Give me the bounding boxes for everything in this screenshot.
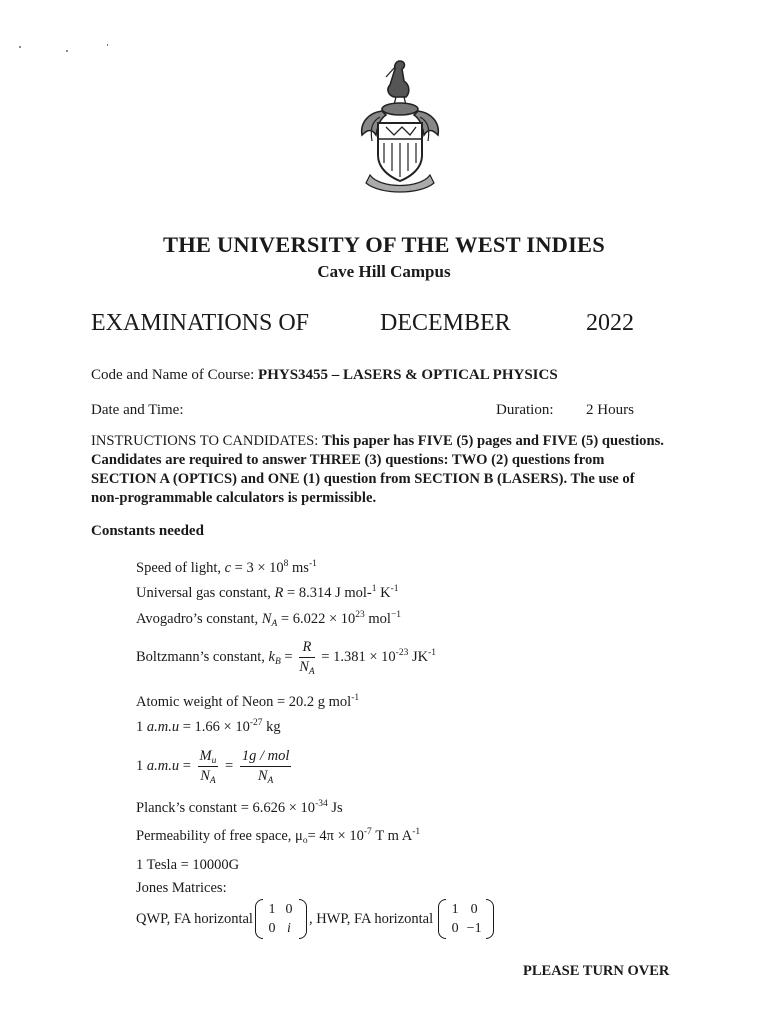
- const-unit: Js: [327, 800, 343, 816]
- matrix-cell: 0: [470, 902, 478, 917]
- const-equals: =: [280, 648, 297, 665]
- matrix-cell: 1: [451, 902, 459, 917]
- qwp-matrix: [255, 899, 307, 939]
- university-crest-logo: [350, 55, 450, 195]
- const-exponent: -1: [351, 693, 360, 703]
- const-unit-exponent: −1: [390, 610, 402, 620]
- matrix-cell: 1: [268, 902, 276, 917]
- hwp-label: HWP, FA horizontal: [316, 910, 434, 927]
- const-symbol: a.m.u: [146, 757, 180, 774]
- const-unit-exponent: -1: [308, 559, 317, 569]
- constant-planck: [136, 800, 343, 817]
- const-exponent: -27: [249, 718, 263, 728]
- const-equals: =: [179, 757, 195, 774]
- matrix-cell: 0: [285, 902, 293, 917]
- scan-speck: [66, 50, 68, 52]
- const-exponent: -34: [315, 799, 328, 809]
- duration-value: 2 Hours: [586, 402, 634, 418]
- fraction-g-per-mol-over-na: [240, 748, 292, 785]
- const-value: = 6.022 × 10: [277, 611, 356, 627]
- scan-speck: [107, 44, 108, 46]
- matrix-cell: i: [286, 921, 291, 936]
- scan-speck: [19, 46, 21, 48]
- const-symbol: k: [268, 648, 275, 665]
- exam-year: 2022: [586, 310, 634, 336]
- instructions-text: This paper has FIVE (5) pages and FIVE (5) questions. Candidates are required to answer THREE (3) questions: TWO (2) questions from SECTION A (OPTICS) and ONE (1) question from SECTION B (LASERS). The use of non-programmable calculators is permissible.: [91, 433, 664, 506]
- const-value: = 3 × 10: [231, 560, 284, 576]
- hwp-matrix: [438, 899, 494, 939]
- jones-matrices-heading: Jones Matrices:: [136, 880, 227, 896]
- fraction-denominator: N: [257, 768, 268, 784]
- const-exponent: 23: [355, 610, 365, 620]
- const-unit: kg: [262, 719, 281, 735]
- matrix-bracket-left: [255, 899, 263, 939]
- const-unit-exponent: -1: [428, 647, 436, 658]
- qwp-label: QWP, FA horizontal: [136, 910, 253, 927]
- course-value: PHYS3455 – LASERS & OPTICAL PHYSICS: [258, 367, 558, 383]
- const-exponent: 1: [371, 584, 377, 594]
- duration-label: Duration:: [496, 402, 554, 418]
- const-label: Boltzmann’s constant,: [136, 648, 269, 665]
- instructions-label: INSTRUCTIONS TO CANDIDATES:: [91, 433, 319, 449]
- matrix-cell: 0: [451, 921, 459, 936]
- university-name: THE UNIVERSITY OF THE WEST INDIES: [163, 232, 605, 257]
- constant-gas: [136, 585, 399, 602]
- const-unit-exponent: -1: [412, 827, 421, 837]
- exam-month: DECEMBER: [380, 310, 511, 336]
- const-unit: K: [376, 585, 391, 601]
- const-label: Speed of light,: [136, 560, 225, 576]
- jones-matrices-row: [136, 899, 496, 939]
- exam-label: EXAMINATIONS OF: [91, 310, 310, 336]
- fraction-denominator-subscript: A: [267, 776, 274, 786]
- const-text: Atomic weight of Neon = 20.2 g mol: [136, 694, 352, 710]
- constant-tesla: 1 Tesla = 10000G: [136, 857, 240, 873]
- fraction-denominator-subscript: A: [308, 667, 315, 677]
- constant-speed-of-light: [136, 560, 317, 577]
- fraction-numerator: R: [299, 639, 314, 658]
- const-unit: mol: [364, 611, 391, 627]
- const-lead: 1: [136, 719, 147, 735]
- const-unit-exponent: -1: [390, 584, 399, 594]
- fraction-numerator: 1g / mol: [240, 748, 292, 767]
- const-label: Universal gas constant,: [136, 585, 275, 601]
- const-value: = 8.314 J mol-: [283, 585, 372, 601]
- fraction-numerator-subscript: u: [211, 756, 217, 766]
- const-subscript: B: [274, 656, 281, 667]
- constant-amu-kg: [136, 719, 281, 736]
- fraction-r-over-na: [299, 639, 314, 676]
- const-symbol: N: [261, 611, 272, 627]
- const-value: = 1.66 × 10: [179, 719, 250, 735]
- const-equals: =: [221, 757, 237, 774]
- const-symbol: R: [274, 585, 284, 601]
- const-text: Planck’s constant = 6.626 × 10: [136, 800, 316, 816]
- const-exponent: 8: [283, 559, 289, 569]
- const-symbol: c: [224, 560, 232, 576]
- const-subscript: A: [271, 619, 278, 629]
- fraction-denominator: N: [200, 768, 210, 784]
- const-subscript: o: [302, 836, 308, 846]
- fraction-numerator: M: [199, 748, 212, 764]
- course-label: Code and Name of Course:: [91, 367, 255, 383]
- fraction-denominator-subscript: A: [209, 776, 216, 786]
- const-label: Avogadro’s constant,: [136, 611, 262, 627]
- constant-boltzmann: [136, 639, 436, 676]
- campus-name: Cave Hill Campus: [317, 262, 451, 281]
- course-line: [91, 367, 558, 384]
- const-exponent: -7: [363, 827, 372, 837]
- matrix-bracket-right: [299, 899, 307, 939]
- constant-permeability: [136, 828, 420, 845]
- fraction-mu-over-na: [198, 748, 219, 785]
- matrix-cell: −1: [466, 921, 482, 936]
- matrix-bracket-left: [438, 899, 446, 939]
- const-unit: ms: [288, 560, 309, 576]
- date-time-label: Date and Time:: [91, 402, 184, 418]
- please-turn-over: PLEASE TURN OVER: [523, 963, 670, 979]
- constant-avogadro: [136, 611, 401, 628]
- matrix-cell: 0: [268, 921, 276, 936]
- constant-amu-ratio: [136, 748, 294, 785]
- const-lead: 1: [136, 757, 147, 774]
- const-value: = 1.381 × 10: [317, 648, 396, 665]
- matrix-bracket-right: [486, 899, 494, 939]
- constants-heading: Constants needed: [91, 523, 204, 539]
- const-unit: T m A: [371, 828, 413, 844]
- const-symbol: a.m.u: [146, 719, 180, 735]
- const-value: = 4π × 10: [307, 828, 364, 844]
- const-exponent: -23: [395, 647, 409, 658]
- constant-neon-weight: [136, 694, 359, 711]
- fraction-denominator: N: [299, 659, 309, 675]
- const-text: Permeability of free space, μ: [136, 828, 303, 844]
- instructions-block: [91, 432, 666, 508]
- matrix-separator: ,: [308, 910, 317, 927]
- const-unit: JK: [408, 648, 429, 665]
